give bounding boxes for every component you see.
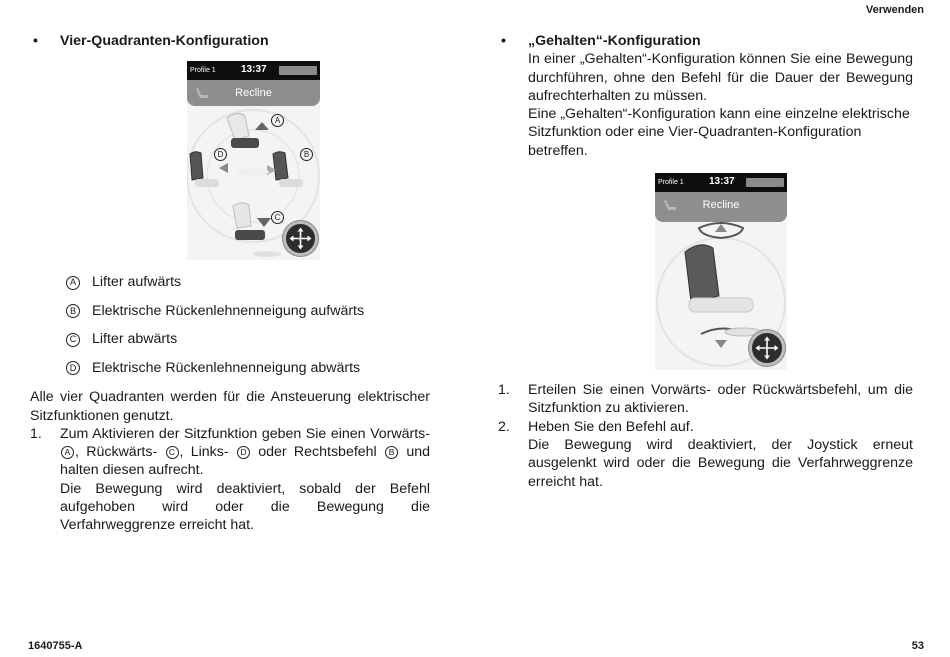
step-note: Die Bewegung wird deaktiviert, der Joystick erneut ausgelenkt wird oder die Bewegung die Verfahrweggrenze erreicht hat. — [528, 436, 913, 490]
joystick-arrows-icon — [286, 224, 315, 253]
battery-icon — [279, 66, 317, 75]
clock: 13:37 — [709, 176, 735, 187]
circled-letter: A — [66, 276, 80, 290]
joystick-button[interactable] — [283, 221, 318, 256]
step-text — [60, 425, 430, 480]
right-heading — [498, 32, 913, 50]
clock: 13:37 — [241, 64, 267, 75]
step-text-part: , Links- — [179, 444, 229, 461]
device-screen-latched — [655, 173, 787, 370]
step-text-part: , Rückwärts- — [75, 444, 158, 461]
marker-d: D — [214, 148, 227, 161]
marker-b: B — [300, 148, 313, 161]
bullet-icon: • — [33, 33, 38, 49]
heading-text: „Gehalten“-Konfiguration — [528, 33, 701, 49]
step-number: 1. — [498, 382, 510, 399]
step-item — [498, 418, 913, 491]
step-item — [30, 425, 430, 535]
profile-label: Profile 1 — [658, 179, 684, 186]
step-text-part: oder Rechtsbefehl — [250, 444, 377, 461]
circled-letter: C — [166, 446, 179, 459]
intro-paragraph: Alle vier Quadranten werden für die Ansteuerung elektrischer Sitzfunktionen genutzt. — [30, 389, 430, 424]
step-item — [498, 381, 913, 418]
circled-letter: B — [385, 446, 398, 459]
legend-text: Elektrische Rückenlehnenneigung abwärts — [92, 359, 361, 376]
joystick-button[interactable] — [749, 330, 785, 366]
legend-text: Lifter abwärts — [92, 331, 178, 348]
legend-item — [66, 325, 430, 354]
marker-a: A — [271, 114, 284, 127]
circled-letter: A — [61, 446, 74, 459]
legend-item — [66, 268, 430, 297]
step-text: Erteilen Sie einen Vorwärts- oder Rückwärtsbefehl, um die Sitzfunktion zu aktivieren. — [528, 382, 913, 417]
heading-text: Vier-Quadranten-Konfiguration — [60, 33, 269, 49]
step-number: 2. — [498, 418, 510, 435]
step-text-part: Zum Aktivieren der Sitzfunktion geben Sie einen Vorwärts- — [60, 425, 430, 442]
legend-text: Lifter aufwärts — [92, 274, 182, 291]
battery-icon — [746, 178, 784, 187]
legend-text: Elektrische Rückenlehnenneigung aufwärts — [92, 302, 365, 319]
legend-list — [66, 268, 430, 382]
circled-letter: C — [66, 333, 80, 347]
mode-bar — [655, 192, 787, 222]
device-screen-four-quadrant — [187, 61, 320, 260]
running-header: Verwenden — [865, 4, 924, 16]
mode-title: Recline — [235, 87, 272, 99]
step-text-part: und halten diesen aufrecht. — [60, 444, 431, 479]
marker-c: C — [271, 211, 284, 224]
bullet-icon: • — [501, 33, 506, 49]
paragraph: In einer „Gehalten“-Konfiguration können Sie eine Bewegung durchführen, ohne den Befehl für die Dauer der Bewegung aufrechterhalten zu müssen. — [528, 51, 913, 104]
status-bar — [655, 173, 787, 192]
circled-letter: D — [66, 361, 80, 375]
step-text: Heben Sie den Befehl auf. — [528, 418, 694, 435]
document-number: 1640755-A — [28, 640, 83, 652]
paragraph: Eine „Gehalten“-Konfiguration kann eine einzelne elektrische Sitzfunktion oder eine Vier-Quadranten-Konfiguration betreffen. — [528, 106, 910, 159]
step-number: 1. — [30, 425, 42, 442]
status-bar — [187, 61, 320, 80]
mode-bar — [187, 80, 320, 106]
circled-letter: B — [66, 304, 80, 318]
joystick-arrows-icon — [752, 333, 782, 363]
left-heading — [30, 32, 430, 50]
legend-item — [66, 297, 430, 326]
profile-label: Profile 1 — [190, 67, 216, 74]
step-note: Die Bewegung wird deaktiviert, sobald der Befehl aufgehoben wird oder die Bewegung die Verfahrweggrenze erreicht hat. — [60, 480, 430, 534]
mode-title: Recline — [702, 199, 740, 211]
circled-letter: D — [237, 446, 250, 459]
page-number: 53 — [911, 640, 924, 652]
legend-item — [66, 354, 430, 383]
